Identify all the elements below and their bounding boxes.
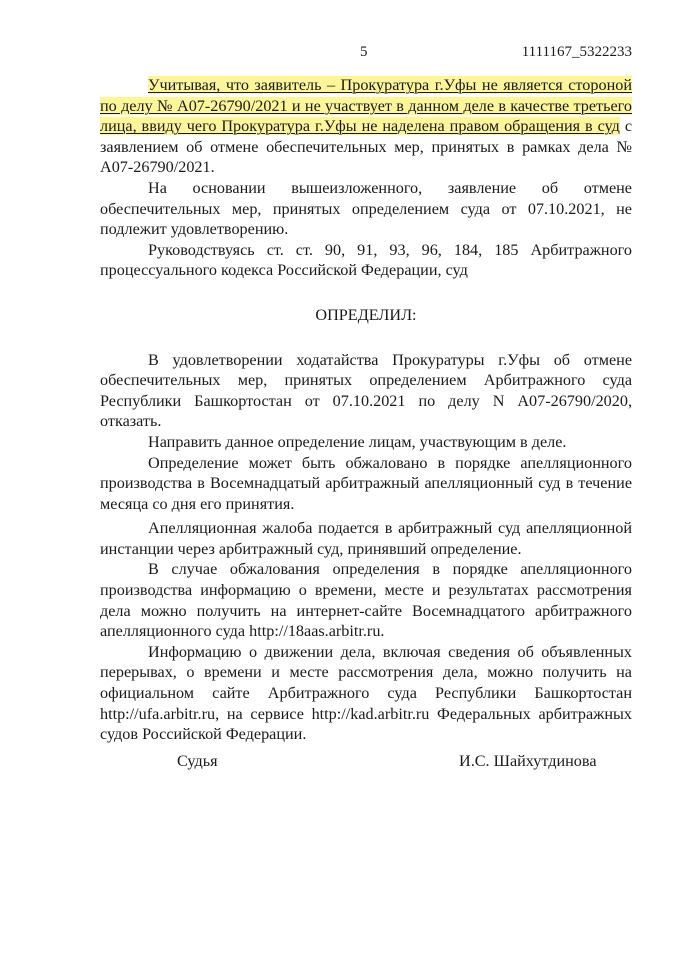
paragraph: Руководствуясь ст. ст. 90, 91, 93, 96, 184, 185 Арбитражного процессуального кодекса Российской Федерации, суд: [100, 240, 632, 280]
paragraph-highlighted: [100, 75, 632, 178]
paragraph: Информацию о движении дела, включая сведения об объявленных перерывах, о времени и месте рассмотрения дела, можно получить на официальном сайте Арбитражного суда Республики Башкортостан http://ufa.arbitr.ru, на сервисе http://kad.arbitr.ru Федеральных арбитражных судов Российской Федерации.: [100, 642, 632, 744]
paragraph: В удовлетворении ходатайства Прокуратуры г.Уфы об отмене обеспечительных мер, принятых определением Арбитражного суда Республики Башкортостан от 07.10.2021 по делу N А07-26790/2020, отказать.: [100, 350, 632, 431]
highlighted-text: Учитывая, что заявитель – Прокуратура г.Уфы не является стороной по делу № А07-26790/2021 и не участвует в данном деле в качестве третьего лица, ввиду чего Прокуратура г.Уфы не наделена правом обращения в суд: [100, 76, 632, 136]
paragraph: На основании вышеизложенного, заявление об отмене обеспечительных мер, принятых определением суда от 07.10.2021, не подлежит удовлетворению.: [100, 178, 632, 239]
paragraph-continuation: с заявлением об отмене обеспечительных мер, принятых в рамках дела № А07-26790/2021.: [100, 117, 633, 177]
page-number: 5: [360, 44, 368, 60]
paragraph: Апелляционная жалоба подается в арбитражный суд апелляционной инстанции через арбитражный суд, принявший определение.: [100, 519, 632, 558]
paragraph: Определение может быть обжаловано в порядке апелляционного производства в Восемнадцатый арбитражный апелляционный суд в течение месяца со дня его принятия.: [100, 453, 632, 513]
ruling-heading: ОПРЕДЕЛИЛ:: [315, 305, 417, 324]
signature-role: Судья: [177, 752, 218, 770]
paragraph: Направить данное определение лицам, участвующим в деле.: [148, 432, 567, 451]
paragraph: В случае обжалования определения в порядке апелляционного производства информацию о времени, месте и результатах рассмотрения дела можно получить на интернет-сайте Восемнадцатого арбитражного апелляционного суда http://18aas.arbitr.ru.: [100, 560, 632, 641]
signature-name: И.С. Шайхутдинова: [459, 752, 597, 770]
document-id: 1111167_5322233: [521, 44, 632, 60]
document-body: [100, 75, 632, 745]
